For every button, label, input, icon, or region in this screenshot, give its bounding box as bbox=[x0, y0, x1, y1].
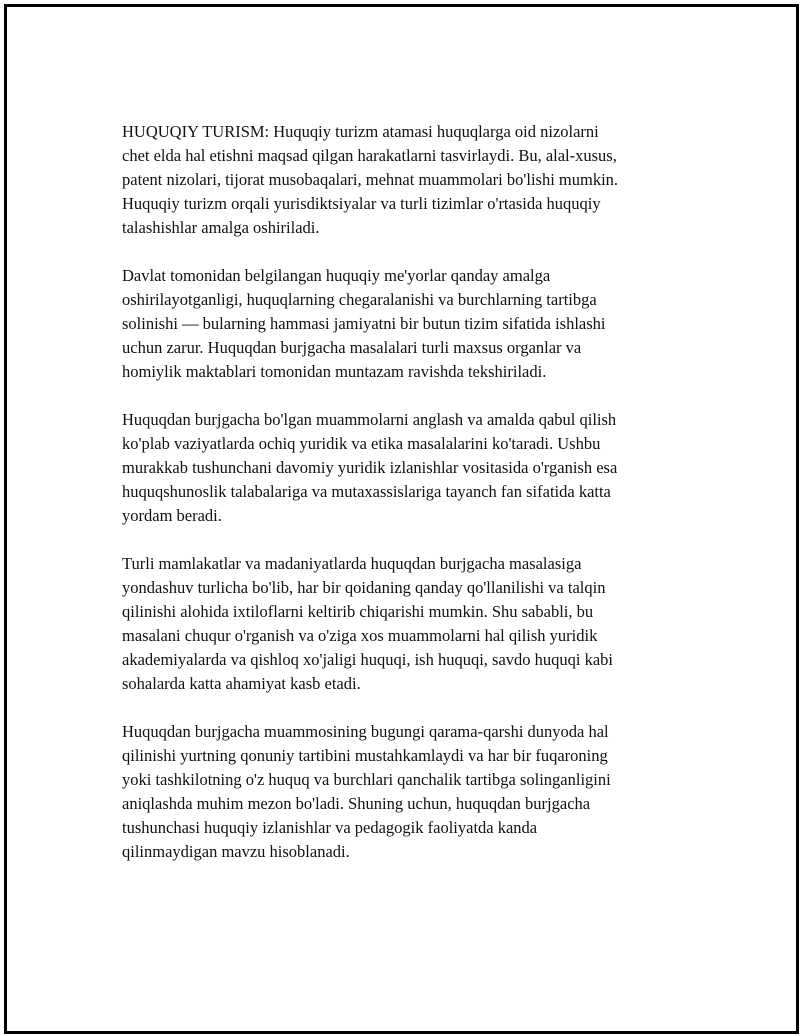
text-line: murakkab tushunchani davomiy yuridik izlanishlar vositasida o'rganish esa bbox=[122, 458, 618, 477]
text-line: akademiyalarda va qishloq xo'jaligi huquqi, ish huquqi, savdo huquqi kabi bbox=[122, 650, 614, 669]
text-line: yordam beradi. bbox=[122, 506, 222, 525]
text-line: qilinishi alohida ixtiloflarni keltirib chiqarishi mumkin. Shu sababli, bu bbox=[122, 602, 594, 621]
text-line: solinishi — bularning hammasi jamiyatni bir butun tizim sifatida ishlashi bbox=[122, 314, 606, 333]
text-line: Huquqiy turizm orqali yurisdiktsiyalar va turli tizimlar o'rtasida huquqiy bbox=[122, 194, 601, 213]
text-line: huquqshunoslik talabalariga va mutaxassislariga tayanch fan sifatida katta bbox=[122, 482, 611, 501]
text-line: oshirilayotganligi, huquqlarning chegaralanishi va burchlarning tartibga bbox=[122, 290, 597, 309]
text-line: talashishlar amalga oshiriladi. bbox=[122, 218, 320, 237]
text-line: sohalarda katta ahamiyat kasb etadi. bbox=[122, 674, 361, 693]
paragraph-1 bbox=[122, 120, 682, 240]
text-line: uchun zarur. Huquqdan burjgacha masalalari turli maxsus organlar va bbox=[122, 338, 582, 357]
text-line: Huquqdan burjgacha muammosining bugungi qarama-qarshi dunyoda hal bbox=[122, 722, 609, 741]
paragraph-3 bbox=[122, 408, 682, 528]
text-line: tushunchasi huquqiy izlanishlar va pedagogik faoliyatda kanda bbox=[122, 818, 538, 837]
text-line: Davlat tomonidan belgilangan huquqiy me'yorlar qanday amalga bbox=[122, 266, 551, 285]
page-frame bbox=[4, 4, 799, 1034]
text-line: masalani chuqur o'rganish va o'ziga xos muammolarni hal qilish yuridik bbox=[122, 626, 598, 645]
text-line: chet elda hal etishni maqsad qilgan harakatlarni tasvirlaydi. Bu, alal-xusus, bbox=[122, 146, 617, 165]
text-line: Huquqdan burjgacha bo'lgan muammolarni anglash va amalda qabul qilish bbox=[122, 410, 617, 429]
paragraph-5 bbox=[122, 720, 682, 864]
text-line: homiylik maktablari tomonidan muntazam ravishda tekshiriladi. bbox=[122, 362, 547, 381]
text-line: yondashuv turlicha bo'lib, har bir qoidaning qanday qo'llanilishi va talqin bbox=[122, 578, 606, 597]
paragraph-2 bbox=[122, 264, 682, 384]
text-line: aniqlashda muhim mezon bo'ladi. Shuning uchun, huquqdan burjgacha bbox=[122, 794, 591, 813]
text-line: HUQUQIY TURISM: Huquqiy turizm atamasi huquqlarga oid nizolarni bbox=[122, 122, 599, 141]
text-line: qilinmaydigan mavzu hisoblanadi. bbox=[122, 842, 350, 861]
text-line: qilinishi yurtning qonuniy tartibini mustahkamlaydi va har bir fuqaroning bbox=[122, 746, 608, 765]
text-line: yoki tashkilotning o'z huquq va burchlari qanchalik tartibga solinganligini bbox=[122, 770, 611, 789]
text-line: patent nizolari, tijorat musobaqalari, mehnat muammolari bo'lishi mumkin. bbox=[122, 170, 619, 189]
paragraph-4 bbox=[122, 552, 682, 696]
text-line: ko'plab vaziyatlarda ochiq yuridik va etika masalalarini ko'taradi. Ushbu bbox=[122, 434, 601, 453]
document-body bbox=[122, 120, 682, 888]
text-line: Turli mamlakatlar va madaniyatlarda huquqdan burjgacha masalasiga bbox=[122, 554, 582, 573]
